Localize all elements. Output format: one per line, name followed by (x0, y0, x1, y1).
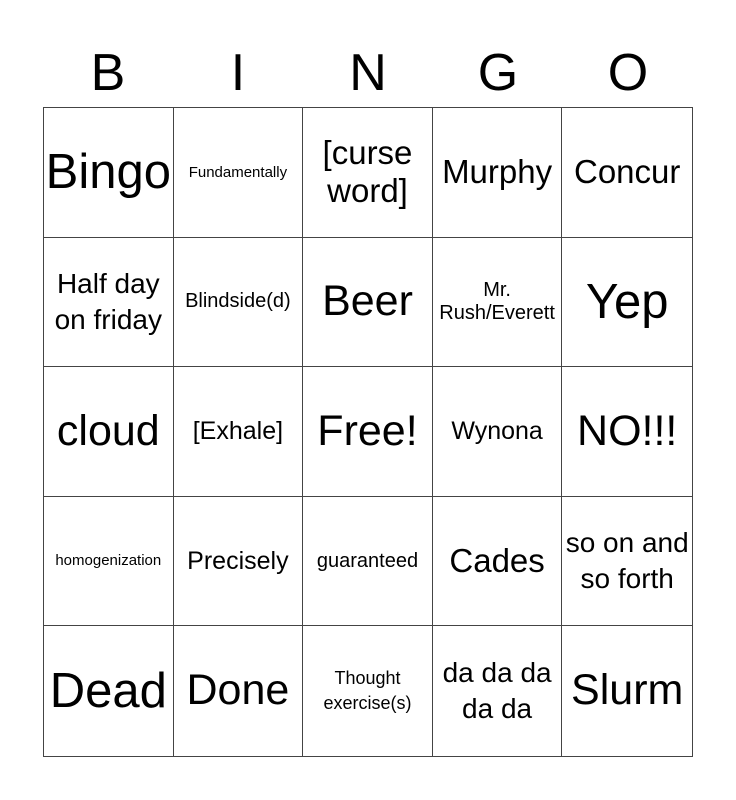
bingo-header (43, 38, 693, 108)
bingo-cell[interactable]: guaranteed (303, 497, 433, 627)
bingo-cell[interactable]: Mr. Rush/Everett (433, 238, 563, 368)
bingo-cell[interactable]: so on and so forth (562, 497, 692, 627)
bingo-cell[interactable]: Concur (562, 108, 692, 238)
bingo-cell[interactable]: [curse word] (303, 108, 433, 238)
bingo-cell free-space[interactable]: Free! (303, 367, 433, 497)
bingo-cell[interactable]: Dead (44, 626, 174, 756)
bingo-board (43, 107, 693, 757)
header-letter-n: N (349, 44, 387, 102)
bingo-cell[interactable]: Done (174, 626, 304, 756)
bingo-cell[interactable]: Murphy (433, 108, 563, 238)
bingo-cell[interactable]: Cades (433, 497, 563, 627)
bingo-cell[interactable]: Yep (562, 238, 692, 368)
bingo-cell[interactable]: Slurm (571, 666, 684, 715)
bingo-cell[interactable]: Fundamentally (174, 108, 304, 238)
bingo-cell[interactable]: [Exhale] (174, 367, 304, 497)
bingo-cell[interactable]: homogenization (44, 497, 174, 627)
bingo-cell[interactable]: Thought exercise(s) (303, 626, 433, 756)
bingo-cell[interactable]: Half day on friday (44, 238, 174, 368)
bingo-cell[interactable]: cloud (44, 367, 174, 497)
header-letter-o: O (607, 44, 649, 102)
bingo-cell[interactable]: Wynona (433, 367, 563, 497)
bingo-cell[interactable]: Beer (303, 238, 433, 368)
header-letter-g: G (477, 44, 519, 102)
header-letter-b: B (90, 44, 126, 102)
header-letter-i: I (230, 44, 246, 102)
bingo-cell[interactable]: da da da da da (433, 626, 563, 756)
bingo-cell[interactable]: NO!!! (562, 367, 692, 497)
bingo-cell[interactable]: Blindside(d) (174, 238, 304, 368)
bingo-cell[interactable]: Precisely (174, 497, 304, 627)
bingo-cell[interactable]: Bingo (44, 108, 174, 238)
